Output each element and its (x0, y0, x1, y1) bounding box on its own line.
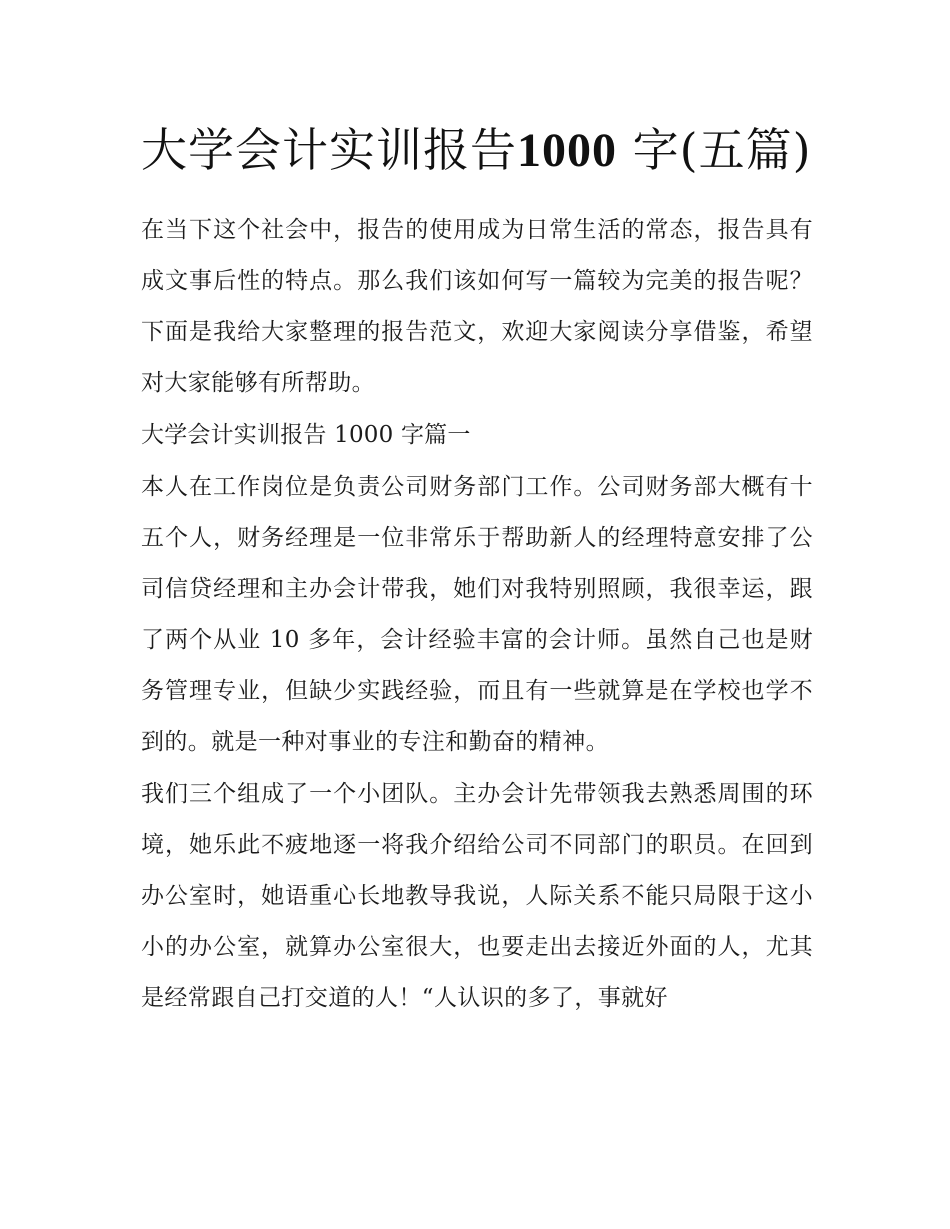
body-paragraph-1: 本人在工作岗位是负责公司财务部门工作。公司财务部大概有十五个人，财务经理是一位非常乐于帮助新人的经理特意安排了公司信贷经理和主办会计带我，她们对我特别照顾，我很幸运，跟了两个从业 10 多年，会计经验丰富的会计师。虽然自己也是财务管理专业，但缺少实践经验，而且有一些就算是在学校也学不到的。就是一种对事业的专注和勤奋的精神。 (141, 474, 813, 755)
title-number: 1000 (517, 124, 617, 177)
section-heading: 大学会计实训报告 1000 字篇一 (141, 422, 471, 448)
intro-paragraph: 在当下这个社会中，报告的使用成为日常生活的常态，报告具有成文事后性的特点。那么我们该如何写一篇较为完美的报告呢？下面是我给大家整理的报告范文，欢迎大家阅读分享借鉴，希望对大家能够有所帮助。 (141, 217, 813, 396)
title-prefix: 大学会计实训报告 (141, 123, 517, 177)
document-body (141, 110, 813, 1025)
body-paragraph-2: 我们三个组成了一个小团队。主办会计先带领我去熟悉周围的环境，她乐此不疲地逐一将我介绍给公司不同部门的职员。在回到办公室时，她语重心长地教导我说，人际关系不能只局限于这小小的办公室，就算办公室很大，也要走出去接近外面的人，尤其是经常跟自己打交道的人！“人认识的多了，事就好 (141, 781, 813, 1011)
title-suffix: 字(五篇) (617, 123, 812, 177)
document-title (141, 110, 813, 191)
